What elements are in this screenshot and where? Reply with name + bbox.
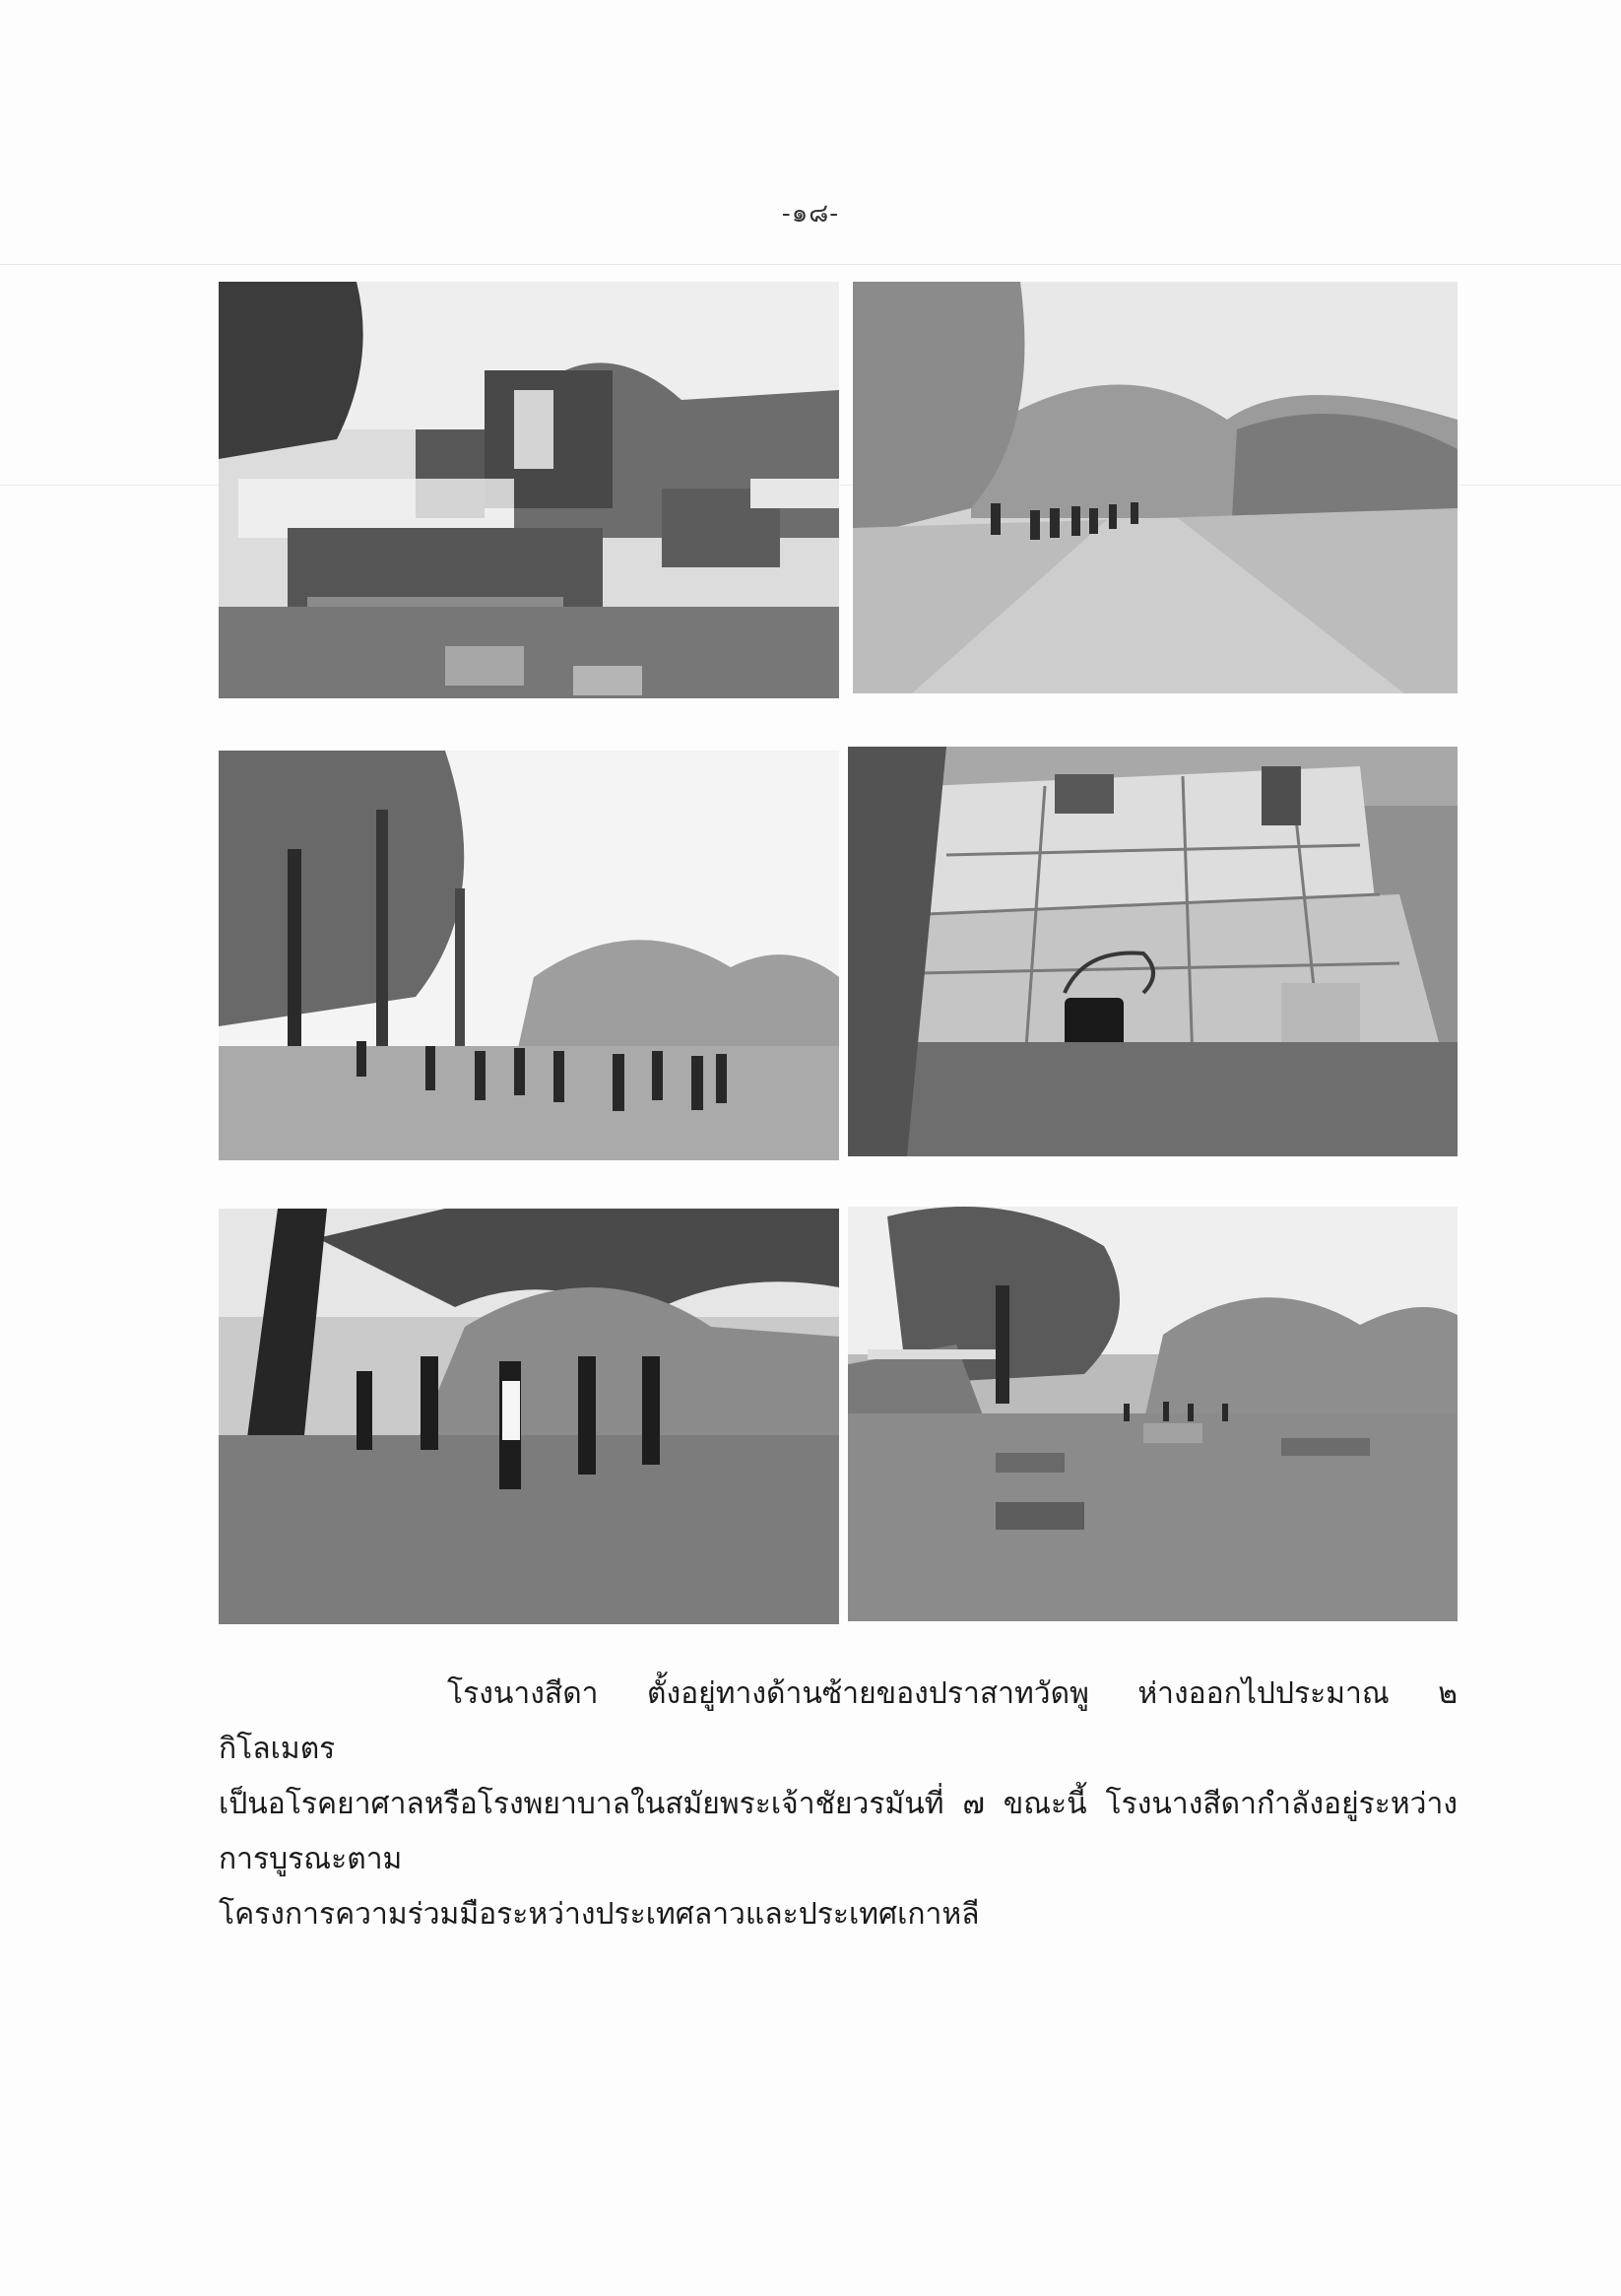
photo-icon — [219, 1209, 839, 1624]
caption-paragraph — [219, 1667, 1458, 1942]
photo-ruins-entrance — [219, 282, 839, 698]
photo-icon — [853, 282, 1458, 693]
photo-group-walking-forest — [219, 751, 839, 1160]
photo-group-walking-road — [853, 282, 1458, 693]
caption-line — [219, 1667, 1458, 1777]
photo-icon — [219, 751, 839, 1160]
photo-icon — [848, 747, 1458, 1156]
scan-artifact-line — [0, 264, 1621, 265]
photo-excavation-stone-floor — [848, 747, 1458, 1156]
caption-line-1: โรงนางสีดา ตั้งอยู่ทางด้านซ้ายของปราสาทวัดพู ห่างออกไปประมาณ ๒ กิโลเมตร — [219, 1676, 1458, 1766]
photo-visitors-walking-leaves — [219, 1209, 839, 1624]
photo-icon — [848, 1207, 1458, 1621]
photo-icon — [219, 282, 839, 698]
caption-line-3: โครงการความร่วมมือระหว่างประเทศลาวและประเทศเกาหลี — [219, 1897, 980, 1932]
caption-line-2: เป็นอโรคยาศาลหรือโรงพยาบาลในสมัยพระเจ้าชัยวรมันที่ ๗ ขณะนี้ โรงนางสีดากำลังอยู่ระหว่างการบูรณะตาม — [219, 1787, 1458, 1876]
page-number: -๑๘- — [781, 199, 840, 229]
photo-ruins-field-overview — [848, 1207, 1458, 1621]
